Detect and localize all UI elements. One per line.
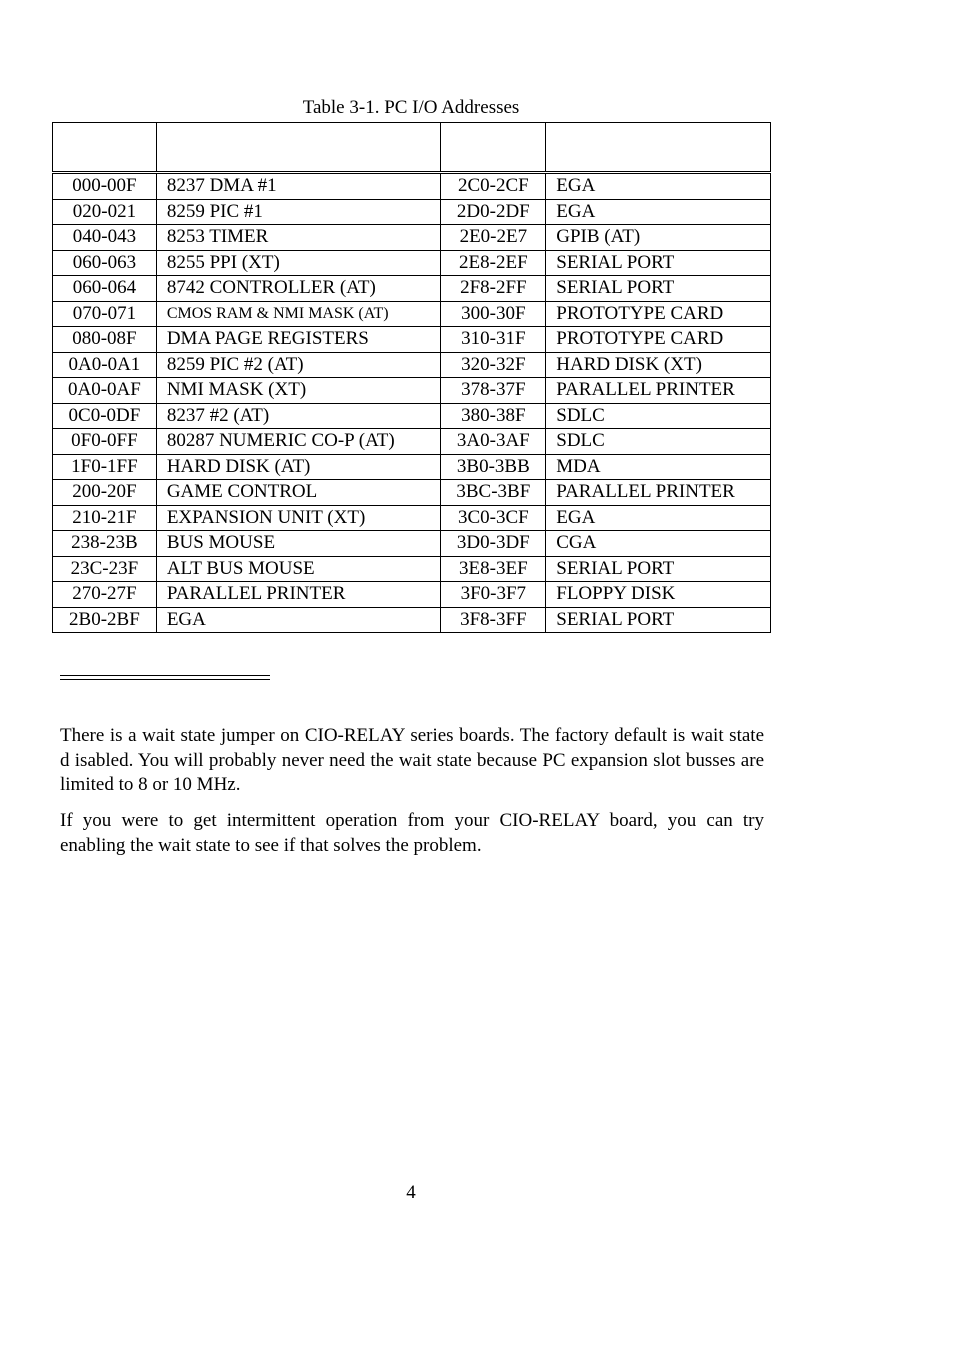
table-row — [53, 352, 771, 378]
device-cell: EGA — [156, 607, 441, 633]
device-cell: SERIAL PORT — [546, 276, 771, 302]
address-range-cell: 3B0-3BB — [441, 454, 546, 480]
address-range-cell: 2F8-2FF — [441, 276, 546, 302]
device-cell: 80287 NUMERIC CO-P (AT) — [156, 429, 441, 455]
address-range-cell: 0F0-0FF — [53, 429, 157, 455]
device-cell: FLOPPY DISK — [546, 582, 771, 608]
address-range-cell: 3BC-3BF — [441, 480, 546, 506]
device-cell: 8253 TIMER — [156, 225, 441, 251]
address-range-cell: 1F0-1FF — [53, 454, 157, 480]
table-row — [53, 531, 771, 557]
table-row — [53, 250, 771, 276]
address-range-cell: 210-21F — [53, 505, 157, 531]
address-range-cell: 3F0-3F7 — [441, 582, 546, 608]
device-cell: 8259 PIC #2 (AT) — [156, 352, 441, 378]
device-cell: GPIB (AT) — [546, 225, 771, 251]
table-row — [53, 173, 771, 200]
device-cell: 8742 CONTROLLER (AT) — [156, 276, 441, 302]
table-row — [53, 480, 771, 506]
address-range-cell: 378-37F — [441, 378, 546, 404]
device-cell: 8237 DMA #1 — [156, 173, 441, 200]
device-cell: SERIAL PORT — [546, 556, 771, 582]
header-cell — [156, 123, 441, 173]
table-row — [53, 225, 771, 251]
io-address-table — [52, 122, 771, 633]
address-range-cell: 3E8-3EF — [441, 556, 546, 582]
table-row — [53, 429, 771, 455]
table-row — [53, 454, 771, 480]
address-range-cell: 3F8-3FF — [441, 607, 546, 633]
device-cell: PROTOTYPE CARD — [546, 327, 771, 353]
device-cell: HARD DISK (XT) — [546, 352, 771, 378]
table-row — [53, 505, 771, 531]
address-range-cell: 0C0-0DF — [53, 403, 157, 429]
device-cell: BUS MOUSE — [156, 531, 441, 557]
device-cell: GAME CONTROL — [156, 480, 441, 506]
address-range-cell: 0A0-0A1 — [53, 352, 157, 378]
page-number: 4 — [406, 1182, 416, 1203]
table-row — [53, 582, 771, 608]
table-row — [53, 378, 771, 404]
address-range-cell: 070-071 — [53, 301, 157, 327]
device-cell: PROTOTYPE CARD — [546, 301, 771, 327]
address-range-cell: 270-27F — [53, 582, 157, 608]
device-cell: CMOS RAM & NMI MASK (AT) — [156, 301, 441, 327]
address-range-cell: 2E0-2E7 — [441, 225, 546, 251]
device-cell: SDLC — [546, 403, 771, 429]
footnote-divider — [60, 675, 270, 680]
device-cell: 8259 PIC #1 — [156, 199, 441, 225]
address-range-cell: 300-30F — [441, 301, 546, 327]
device-cell: 8237 #2 (AT) — [156, 403, 441, 429]
header-cell — [53, 123, 157, 173]
table-body — [53, 173, 771, 633]
table-caption: Table 3-1. PC I/O Addresses — [302, 97, 520, 118]
device-cell: EGA — [546, 173, 771, 200]
device-cell: EGA — [546, 505, 771, 531]
device-cell: ALT BUS MOUSE — [156, 556, 441, 582]
address-range-cell: 060-064 — [53, 276, 157, 302]
device-cell: SERIAL PORT — [546, 607, 771, 633]
device-cell: SERIAL PORT — [546, 250, 771, 276]
table-row — [53, 607, 771, 633]
address-range-cell: 2C0-2CF — [441, 173, 546, 200]
device-cell: CGA — [546, 531, 771, 557]
address-range-cell: 040-043 — [53, 225, 157, 251]
address-range-cell: 3D0-3DF — [441, 531, 546, 557]
header-cell — [441, 123, 546, 173]
address-range-cell: 000-00F — [53, 173, 157, 200]
table-row — [53, 403, 771, 429]
address-range-cell: 2E8-2EF — [441, 250, 546, 276]
address-range-cell: 200-20F — [53, 480, 157, 506]
address-range-cell: 2D0-2DF — [441, 199, 546, 225]
header-cell — [546, 123, 771, 173]
address-range-cell: 3C0-3CF — [441, 505, 546, 531]
paragraph-intermittent: If you were to get intermittent operation from your CIO-RELAY board, you can try enabling the wait state to see if that solves the problem. — [60, 810, 764, 856]
device-cell: EGA — [546, 199, 771, 225]
device-cell: PARALLEL PRINTER — [546, 378, 771, 404]
address-range-cell: 3A0-3AF — [441, 429, 546, 455]
address-range-cell: 060-063 — [53, 250, 157, 276]
device-cell: 8255 PPI (XT) — [156, 250, 441, 276]
table-header-row — [53, 123, 771, 173]
device-cell: HARD DISK (AT) — [156, 454, 441, 480]
address-range-cell: 2B0-2BF — [53, 607, 157, 633]
table-row — [53, 199, 771, 225]
address-range-cell: 23C-23F — [53, 556, 157, 582]
table-row — [53, 556, 771, 582]
address-range-cell: 310-31F — [441, 327, 546, 353]
device-cell: MDA — [546, 454, 771, 480]
address-range-cell: 380-38F — [441, 403, 546, 429]
address-range-cell: 320-32F — [441, 352, 546, 378]
address-range-cell: 0A0-0AF — [53, 378, 157, 404]
device-cell: NMI MASK (XT) — [156, 378, 441, 404]
table-row — [53, 327, 771, 353]
device-cell: EXPANSION UNIT (XT) — [156, 505, 441, 531]
address-range-cell: 238-23B — [53, 531, 157, 557]
device-cell: PARALLEL PRINTER — [546, 480, 771, 506]
address-range-cell: 080-08F — [53, 327, 157, 353]
device-cell: DMA PAGE REGISTERS — [156, 327, 441, 353]
device-cell: PARALLEL PRINTER — [156, 582, 441, 608]
table-row — [53, 276, 771, 302]
paragraph-wait-state: There is a wait state jumper on CIO-RELAY series boards. The factory default is wait state d isabled. You will probably never need the wait state because PC expansion slot busses are limited to 8 or 10 MHz. — [60, 725, 764, 795]
device-cell: SDLC — [546, 429, 771, 455]
address-range-cell: 020-021 — [53, 199, 157, 225]
table-row — [53, 301, 771, 327]
